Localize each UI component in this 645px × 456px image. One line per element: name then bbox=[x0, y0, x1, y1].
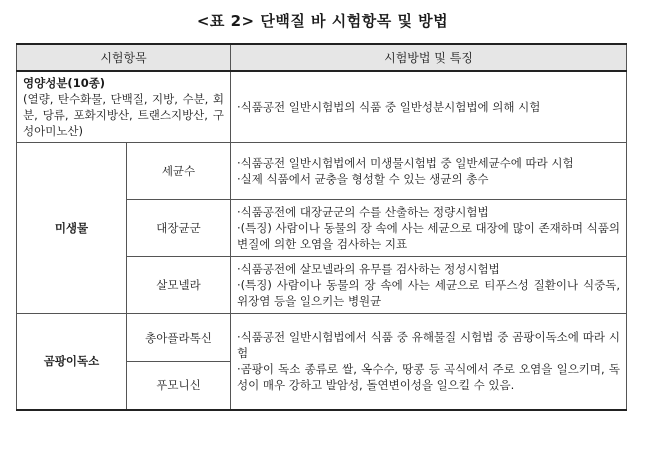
nutrition-method-text: ·식품공전 일반시험법의 식품 중 일반성분시험법에 의해 시험 bbox=[237, 100, 541, 114]
header-item: 시험항목 bbox=[17, 44, 231, 71]
nutrition-row bbox=[17, 71, 627, 143]
method-line: ·(특징) 사람이나 동물의 장 속에 사는 세균으로 티푸스성 질환이나 식중독, 위장염 등을 일으키는 병원균 bbox=[237, 278, 620, 308]
microbe-item-name: 살모넬라 bbox=[127, 257, 231, 314]
table-caption: <표 2> 단백질 바 시험항목 및 방법 bbox=[196, 12, 449, 30]
microbe-item-method bbox=[231, 143, 627, 200]
method-line: ·식품공전 일반시험법에서 식품 중 유해물질 시험법 중 곰팡이독소에 따라 시험 bbox=[237, 330, 620, 361]
microbe-item-method bbox=[231, 200, 627, 257]
microbe-item-name: 세균수 bbox=[127, 143, 231, 200]
nutrition-detail: (열량, 탄수화물, 단백질, 지방, 수분, 회분, 당류, 포화지방산, 트랜스지방산, 구성아미노산) bbox=[23, 92, 224, 138]
nutrition-name: 영양성분(10종) bbox=[23, 76, 106, 90]
mycotoxin-group: 곰팡이독소 bbox=[17, 314, 127, 410]
method-line: ·실제 식품에서 균충을 형성할 수 있는 생균의 총수 bbox=[237, 172, 489, 186]
header-method: 시험방법 및 특징 bbox=[231, 44, 627, 71]
mycotoxin-item-name: 푸모니신 bbox=[127, 362, 231, 410]
method-line: ·곰팡이 독소 종류로 쌀, 옥수수, 땅콩 등 곡식에서 주로 오염을 일으키며, 독성이 매우 강하고 발암성, 돌연변이성을 일으킬 수 있음. bbox=[237, 362, 620, 393]
microbe-item-method bbox=[231, 257, 627, 314]
mycotoxin-method bbox=[231, 314, 627, 410]
method-line: ·(특징) 사람이나 동물의 장 속에 사는 세균으로 대장에 많이 존재하며 식품의 변질에 의한 오염을 검사하는 지표 bbox=[237, 221, 620, 251]
method-line: ·식품공전에 살모넬라의 유무를 검사하는 정성시험법 bbox=[237, 262, 500, 276]
method-line: ·식품공전에 대장균군의 수를 산출하는 정량시험법 bbox=[237, 205, 489, 219]
microbe-group: 미생물 bbox=[17, 143, 127, 314]
header-row bbox=[17, 44, 627, 71]
microbe-row-1 bbox=[17, 143, 627, 200]
mycotoxin-item-name: 총아플라톡신 bbox=[127, 314, 231, 362]
method-line: ·식품공전 일반시험법에서 미생물시험법 중 일반세균수에 따라 시험 bbox=[237, 156, 574, 170]
test-items-table bbox=[16, 43, 627, 411]
nutrition-cell bbox=[17, 71, 231, 143]
mycotoxin-row-1 bbox=[17, 314, 627, 362]
nutrition-method bbox=[231, 71, 627, 143]
microbe-item-name: 대장균군 bbox=[127, 200, 231, 257]
